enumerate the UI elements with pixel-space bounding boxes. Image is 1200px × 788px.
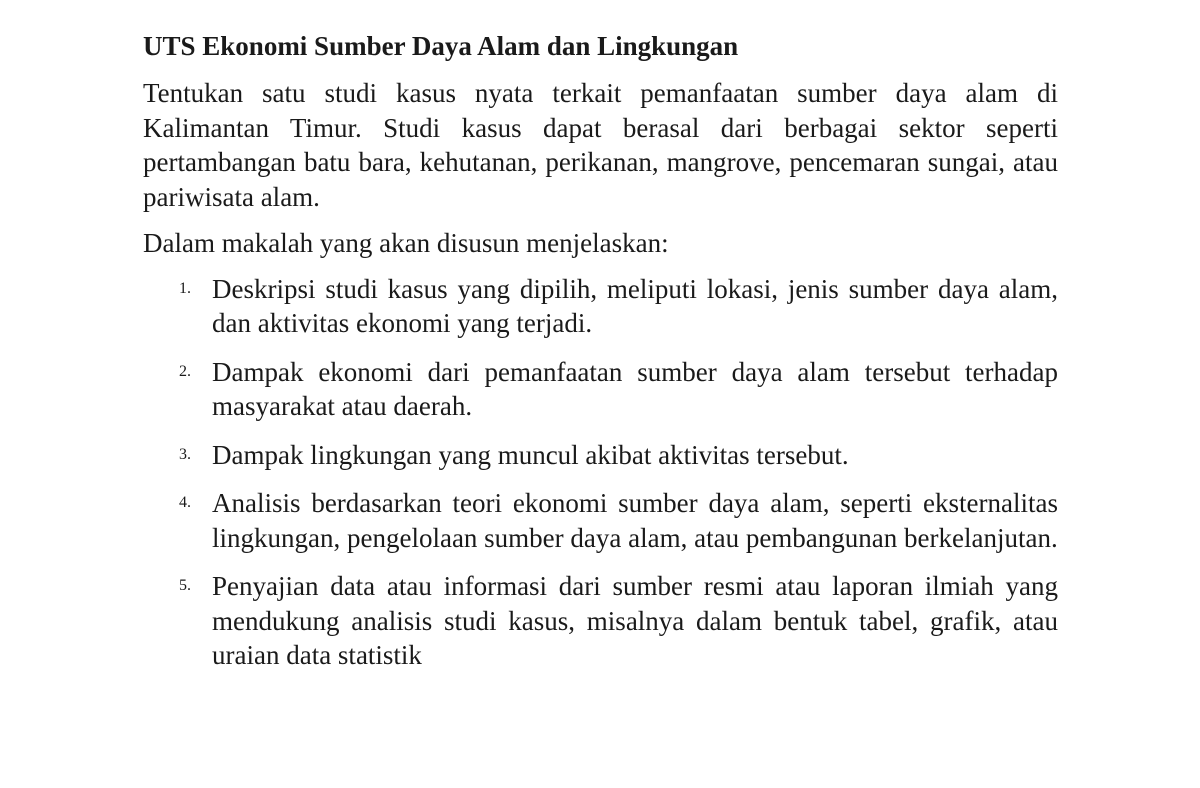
list-item <box>143 438 1058 473</box>
list-intro: Dalam makalah yang akan disusun menjelaskan: <box>143 228 669 258</box>
list-item-text: Dampak lingkungan yang muncul akibat aktivitas tersebut. <box>212 439 849 470</box>
list-item-number: 2. <box>179 362 191 380</box>
document <box>143 26 1058 687</box>
list-item-text: Penyajian data atau informasi dari sumber resmi atau laporan ilmiah yang mendukung analisis studi kasus, misalnya dalam bentuk tabel, grafik, atau uraian data statistik <box>212 571 1058 670</box>
list-item-text: Analisis berdasarkan teori ekonomi sumber daya alam, seperti eksternalitas lingkungan, pengelolaan sumber daya alam, atau pembangunan berkelanjutan. <box>212 488 1058 553</box>
document-title: UTS Ekonomi Sumber Daya Alam dan Lingkungan <box>143 31 739 61</box>
list-item <box>143 486 1058 555</box>
list-item-number: 4. <box>179 494 191 511</box>
list-item <box>143 355 1058 424</box>
list-item-number: 3. <box>179 445 191 463</box>
list-item <box>143 569 1058 673</box>
list-item <box>143 272 1058 341</box>
list-item-text: Dampak ekonomi dari pemanfaatan sumber daya alam tersebut terhadap masyarakat atau daerah. <box>212 356 1058 421</box>
list-item-number: 5. <box>179 577 191 594</box>
requirements-list <box>143 272 1058 673</box>
list-item-text: Deskripsi studi kasus yang dipilih, meliputi lokasi, jenis sumber daya alam, dan aktivitas ekonomi yang terjadi. <box>212 273 1058 338</box>
assignment-paragraph: Tentukan satu studi kasus nyata terkait pemanfaatan sumber daya alam di Kalimantan Timur. Studi kasus dapat berasal dari berbagai sektor seperti pertambangan batu bara, kehutanan, perikanan, mangrove, pencemaran sungai, atau pariwisata alam. <box>143 78 1058 212</box>
list-item-number: 1. <box>179 279 191 297</box>
